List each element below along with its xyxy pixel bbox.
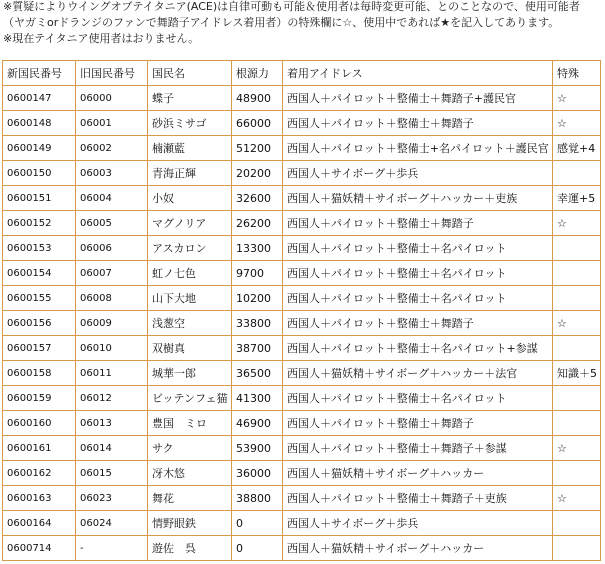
cell-power: 20200 [232,161,283,186]
cell-name: 虹ノ七色 [148,261,232,286]
header-power: 根源力 [232,61,283,86]
cell-new-id: 0600152 [3,211,76,236]
note-line-3: ※現在テイタニア使用者はおりません。 [3,32,200,45]
cell-old-id: 06002 [76,136,148,161]
cell-new-id: 0600156 [3,311,76,336]
cell-idress: 西国人＋猫妖精＋サイボーグ＋ハッカー [283,461,553,486]
cell-special [553,161,601,186]
cell-power: 0 [232,511,283,536]
cell-power: 48900 [232,86,283,111]
cell-idress: 西国人＋パイロット＋整備士＋名パイロット [283,286,553,311]
cell-old-id: 06013 [76,411,148,436]
cell-idress: 西国人＋パイロット＋整備士＋名パイロット [283,236,553,261]
table-row [3,386,601,411]
cell-power: 51200 [232,136,283,161]
cell-idress: 西国人＋パイロット＋整備士＋舞踏子 [283,211,553,236]
cell-name: 豊国 ミロ [148,411,232,436]
cell-name: 舞花 [148,486,232,511]
cell-name: 砂浜ミサゴ [148,111,232,136]
cell-power: 10200 [232,286,283,311]
header-idress: 着用アイドレス [283,61,553,86]
cell-old-id: 06015 [76,461,148,486]
cell-special: ☆ [553,311,601,336]
table-row [3,311,601,336]
header-old-id: 旧国民番号 [76,61,148,86]
header-special: 特殊 [553,61,601,86]
table-row [3,161,601,186]
header-name: 国民名 [148,61,232,86]
cell-power: 26200 [232,211,283,236]
table-row [3,486,601,511]
table-row [3,436,601,461]
note-line-2: （ヤガミorドランジのファンで舞踏子アイドレス着用者）の特殊欄に☆、使用中であれば★を記入してあります。 [3,16,560,29]
table-row [3,86,601,111]
cell-idress: 西国人＋サイボーグ＋歩兵 [283,161,553,186]
cell-power: 36000 [232,461,283,486]
table-row [3,336,601,361]
cell-power: 38700 [232,336,283,361]
cell-new-id: 0600149 [3,136,76,161]
cell-power: 53900 [232,436,283,461]
header-new-id: 新国民番号 [3,61,76,86]
cell-special: ☆ [553,86,601,111]
cell-special [553,286,601,311]
table-row [3,136,601,161]
cell-special: 感覚+4 [553,136,601,161]
cell-old-id: 06000 [76,86,148,111]
cell-power: 38800 [232,486,283,511]
cell-name: 楠瀬藍 [148,136,232,161]
cell-new-id: 0600154 [3,261,76,286]
cell-old-id: 06003 [76,161,148,186]
cell-special [553,261,601,286]
cell-special [553,236,601,261]
cell-power: 9700 [232,261,283,286]
cell-new-id: 0600150 [3,161,76,186]
cell-name: ビッテンフェ猫 [148,386,232,411]
cell-old-id: 06011 [76,361,148,386]
cell-special [553,411,601,436]
cell-name: 小奴 [148,186,232,211]
table-row [3,511,601,536]
cell-old-id: 06009 [76,311,148,336]
cell-power: 41300 [232,386,283,411]
cell-special [553,386,601,411]
cell-special [553,461,601,486]
table-row [3,236,601,261]
cell-idress: 西国人＋パイロット＋整備士＋舞踏子+護民官 [283,86,553,111]
cell-name: 双樹真 [148,336,232,361]
cell-idress: 西国人＋パイロット＋整備士＋名パイロット [283,386,553,411]
cell-special [553,511,601,536]
cell-idress: 西国人＋パイロット＋整備士＋舞踏子 [283,311,553,336]
cell-special: 幸運+5 [553,186,601,211]
cell-power: 13300 [232,236,283,261]
cell-idress: 西国人＋パイロット＋整備士＋名パイロット [283,261,553,286]
cell-idress: 西国人＋パイロット＋整備士＋舞踏子＋吏族 [283,486,553,511]
cell-name: 情野眼鉄 [148,511,232,536]
cell-special: 知識＋5 [553,361,601,386]
cell-old-id: 06006 [76,236,148,261]
note-line-1: ※質疑によりウイングオブテイタニア(ACE)は自律可動も可能＆使用者は毎時変更可能、とのことなので、使用可能者 [3,0,580,13]
cell-new-id: 0600155 [3,286,76,311]
cell-power: 0 [232,536,283,561]
cell-name: 浅葱空 [148,311,232,336]
cell-old-id: 06008 [76,286,148,311]
cell-new-id: 0600151 [3,186,76,211]
cell-idress: 西国人＋パイロット＋整備士＋舞踏子 [283,411,553,436]
cell-old-id: 06004 [76,186,148,211]
table-row [3,411,601,436]
table-row [3,111,601,136]
cell-idress: 西国人＋猫妖精＋サイボーグ＋ハッカー＋吏族 [283,186,553,211]
cell-new-id: 0600158 [3,361,76,386]
table-row [3,461,601,486]
cell-old-id: - [76,536,148,561]
cell-name: 蝶子 [148,86,232,111]
table-row [3,286,601,311]
table-header-row [3,61,601,86]
cell-idress: 西国人＋パイロット＋整備士＋名パイロット+参謀 [283,336,553,361]
cell-name: 山下大地 [148,286,232,311]
citizen-table [2,60,601,561]
cell-new-id: 0600160 [3,411,76,436]
cell-new-id: 0600159 [3,386,76,411]
cell-old-id: 06014 [76,436,148,461]
table-row [3,361,601,386]
cell-name: 遊佐 呉 [148,536,232,561]
cell-new-id: 0600157 [3,336,76,361]
cell-special: ☆ [553,436,601,461]
cell-special: ☆ [553,486,601,511]
cell-name: サク [148,436,232,461]
cell-idress: 西国人＋猫妖精＋サイボーグ＋ハッカー [283,536,553,561]
cell-power: 46900 [232,411,283,436]
cell-name: 青海正輝 [148,161,232,186]
table-row [3,261,601,286]
cell-name: マグノリア [148,211,232,236]
cell-new-id: 0600147 [3,86,76,111]
cell-old-id: 06024 [76,511,148,536]
cell-new-id: 0600162 [3,461,76,486]
table-row [3,536,601,561]
cell-idress: 西国人＋パイロット＋整備士+名パイロット＋護民官 [283,136,553,161]
cell-special: ☆ [553,111,601,136]
cell-name: アスカロン [148,236,232,261]
cell-new-id: 0600714 [3,536,76,561]
cell-power: 66000 [232,111,283,136]
cell-old-id: 06023 [76,486,148,511]
cell-name: 城華一郎 [148,361,232,386]
cell-special [553,336,601,361]
table-row [3,211,601,236]
cell-power: 32600 [232,186,283,211]
cell-idress: 西国人＋パイロット＋整備士＋舞踏子＋参謀 [283,436,553,461]
cell-special [553,536,601,561]
cell-new-id: 0600148 [3,111,76,136]
cell-new-id: 0600153 [3,236,76,261]
cell-power: 33800 [232,311,283,336]
cell-idress: 西国人＋サイボーグ＋歩兵 [283,511,553,536]
cell-new-id: 0600161 [3,436,76,461]
cell-idress: 西国人＋猫妖精＋サイボーグ＋ハッカー＋法官 [283,361,553,386]
cell-old-id: 06012 [76,386,148,411]
cell-old-id: 06007 [76,261,148,286]
cell-name: 冴木悠 [148,461,232,486]
cell-old-id: 06001 [76,111,148,136]
cell-new-id: 0600163 [3,486,76,511]
cell-special: ☆ [553,211,601,236]
cell-new-id: 0600164 [3,511,76,536]
cell-old-id: 06005 [76,211,148,236]
cell-old-id: 06010 [76,336,148,361]
cell-idress: 西国人＋パイロット＋整備士＋舞踏子 [283,111,553,136]
cell-power: 36500 [232,361,283,386]
table-row [3,186,601,211]
table-body [3,86,601,561]
